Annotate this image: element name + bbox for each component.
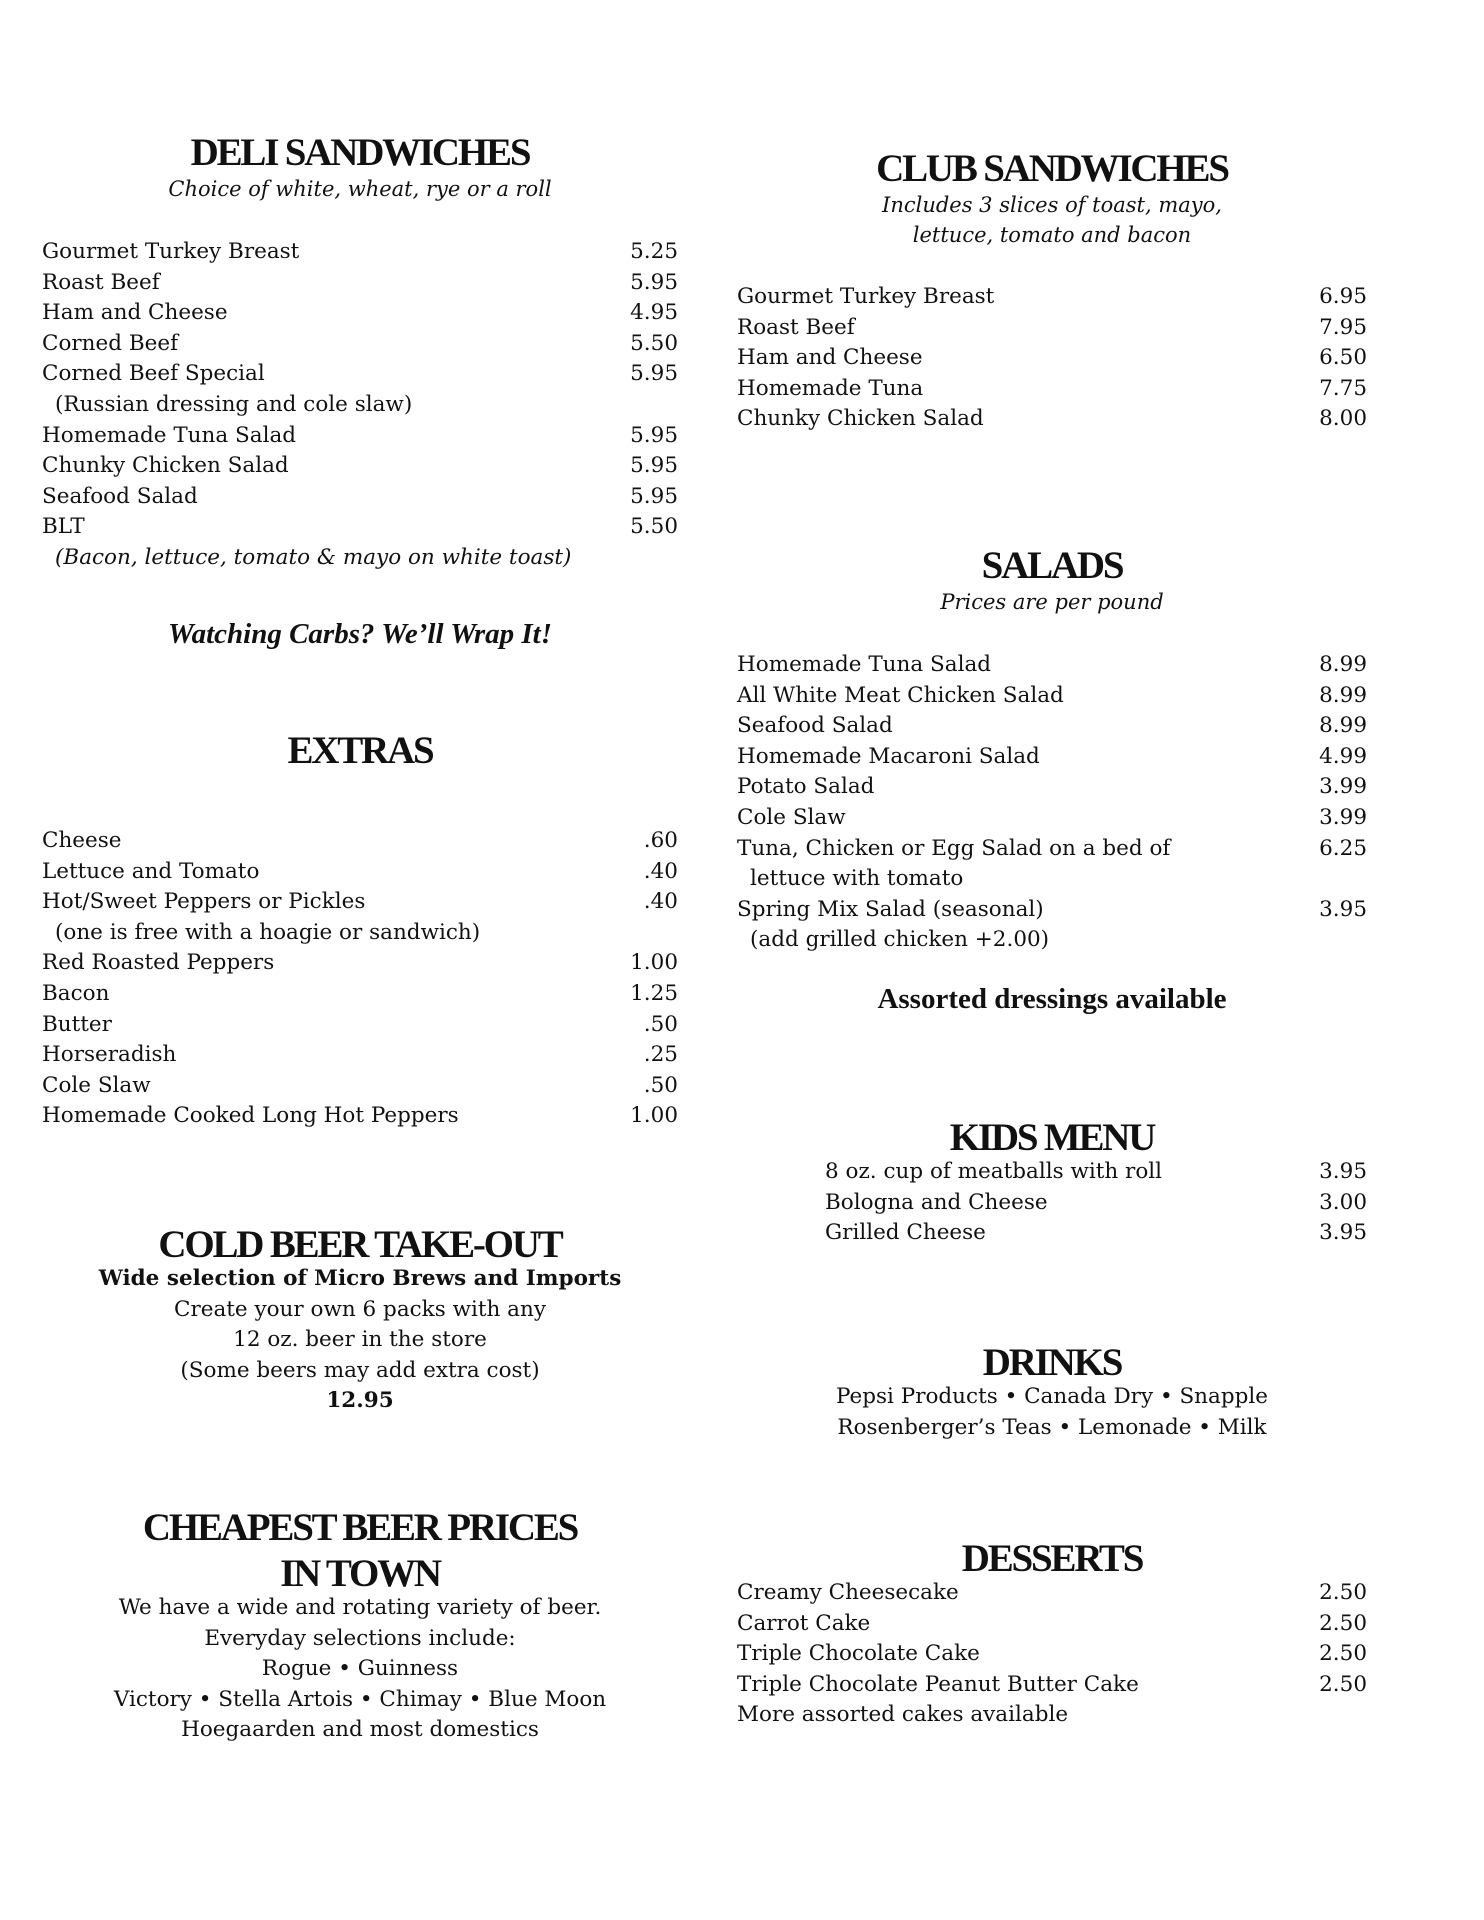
item-name: Hot/Sweet Peppers or Pickles — [42, 889, 366, 915]
cheapest-beer-line: Rogue • Guinness — [261, 1656, 459, 1682]
club-items-list — [737, 282, 1367, 435]
item-name: BLT — [42, 514, 85, 540]
item-price: 3.95 — [1319, 1220, 1367, 1246]
item-name: Grilled Cheese — [825, 1220, 986, 1246]
item-name: All White Meat Chicken Salad — [737, 682, 1064, 708]
item-price: 5.25 — [630, 239, 678, 264]
item-name: Creamy Cheesecake — [737, 1580, 959, 1605]
menu-item — [737, 834, 1367, 865]
cold-beer-line: (Some beers may add extra cost) — [180, 1357, 540, 1383]
item-name: Corned Beef Special — [42, 361, 265, 387]
item-price: .50 — [643, 1011, 678, 1037]
cheapest-beer-line: Hoegaarden and most domestics — [181, 1717, 539, 1743]
item-price: 3.00 — [1319, 1189, 1367, 1215]
deli-sandwiches-title: DELI SANDWICHES — [190, 131, 530, 174]
item-name: Homemade Macaroni Salad — [737, 743, 1040, 769]
item-name: Red Roasted Peppers — [42, 950, 275, 976]
cold-beer-section — [42, 1222, 678, 1417]
item-price: 1.25 — [630, 980, 678, 1006]
item-name: Homemade Tuna — [737, 375, 924, 401]
item-price: 8.99 — [1319, 682, 1367, 708]
item-price: 1.00 — [630, 950, 678, 976]
wrap-it-callout: Watching Carbs? We’ll Wrap It! — [167, 618, 553, 650]
item-price: 5.95 — [630, 483, 678, 509]
item-name: Homemade Cooked Long Hot Peppers — [42, 1103, 459, 1129]
menu-item — [42, 451, 678, 482]
item-price: 2.50 — [1319, 1610, 1367, 1636]
item-name: Triple Chocolate Peanut Butter Cake — [737, 1671, 1139, 1697]
item-name: Chunky Chicken Salad — [42, 453, 289, 479]
drinks-details — [737, 1382, 1367, 1443]
cheapest-beer-details — [42, 1593, 678, 1746]
item-price: .40 — [643, 889, 678, 915]
cheapest-beer-title-line2: IN TOWN — [280, 1552, 440, 1595]
item-name: Triple Chocolate Cake — [737, 1641, 980, 1667]
item-name: Seafood Salad — [42, 483, 198, 509]
item-price: 2.50 — [1319, 1671, 1367, 1697]
menu-item — [737, 1578, 1367, 1609]
item-name: Roast Beef — [737, 314, 855, 340]
item-name: Homemade Tuna Salad — [737, 652, 992, 677]
item-name: Lettuce and Tomato — [42, 858, 260, 884]
menu-item — [737, 374, 1367, 405]
item-name: Cheese — [42, 828, 122, 853]
extras-title: EXTRAS — [287, 729, 433, 772]
menu-item — [42, 948, 678, 979]
kids-menu-section — [737, 1115, 1367, 1249]
drinks-line: Pepsi Products • Canada Dry • Snapple — [836, 1384, 1268, 1409]
item-note: (one is free with a hoagie or sandwich) — [55, 919, 481, 945]
menu-item-note — [42, 918, 678, 949]
item-price: 5.95 — [630, 422, 678, 448]
item-name: Seafood Salad — [737, 713, 893, 739]
desserts-title: DESSERTS — [961, 1537, 1143, 1580]
item-name: Potato Salad — [737, 774, 875, 800]
menu-item — [825, 1188, 1367, 1219]
menu-item — [737, 803, 1367, 834]
cheapest-beer-line: We have a wide and rotating variety of beer. — [118, 1595, 602, 1620]
menu-item — [42, 887, 678, 918]
deli-items-list — [42, 237, 678, 574]
menu-item — [42, 979, 678, 1010]
menu-item — [737, 711, 1367, 742]
menu-item — [737, 681, 1367, 712]
item-name: Butter — [42, 1011, 112, 1037]
item-price: .60 — [643, 828, 678, 853]
cold-beer-price: 12.95 — [326, 1388, 394, 1414]
item-price: 3.95 — [1319, 896, 1367, 922]
cheapest-beer-title-line1: CHEAPEST BEER PRICES — [142, 1506, 578, 1549]
menu-item — [42, 857, 678, 888]
item-name: Homemade Tuna Salad — [42, 422, 297, 448]
menu-item — [737, 1700, 1367, 1731]
item-name: Bacon — [42, 980, 110, 1006]
item-price: 6.95 — [1319, 284, 1367, 309]
item-name: Ham and Cheese — [42, 300, 228, 326]
menu-item — [737, 895, 1367, 926]
club-sandwiches-title: CLUB SANDWICHES — [876, 147, 1228, 190]
cold-beer-line: Wide selection of Micro Brews and Imports — [98, 1266, 622, 1291]
menu-item — [42, 1010, 678, 1041]
desserts-section — [737, 1536, 1367, 1731]
item-price: 5.50 — [630, 330, 678, 356]
menu-item — [42, 421, 678, 452]
item-note: lettuce with tomato — [750, 866, 964, 892]
item-note: (add grilled chicken +2.00) — [750, 927, 1050, 953]
item-price: 6.50 — [1319, 345, 1367, 371]
salads-section — [737, 543, 1367, 956]
cold-beer-details — [42, 1264, 678, 1417]
item-price: 7.75 — [1319, 375, 1367, 401]
drinks-section — [737, 1340, 1367, 1443]
item-name: Gourmet Turkey Breast — [42, 239, 300, 264]
item-price: 8.99 — [1319, 713, 1367, 739]
item-name: Horseradish — [42, 1042, 177, 1068]
cheapest-beer-section — [42, 1505, 678, 1746]
menu-item-note — [42, 390, 678, 421]
item-price: 2.50 — [1319, 1580, 1367, 1605]
item-price: 7.95 — [1319, 314, 1367, 340]
item-price: 3.99 — [1319, 774, 1367, 800]
drinks-line: Rosenberger’s Teas • Lemonade • Milk — [837, 1414, 1267, 1440]
cheapest-beer-line: Everyday selections include: — [204, 1625, 516, 1651]
menu-item — [737, 1670, 1367, 1701]
salads-title: SALADS — [981, 544, 1123, 587]
item-price: 5.95 — [630, 361, 678, 387]
item-name: Roast Beef — [42, 269, 160, 295]
item-name: Tuna, Chicken or Egg Salad on a bed of — [737, 835, 1171, 861]
item-price: 3.95 — [1319, 1159, 1367, 1184]
menu-item — [737, 343, 1367, 374]
menu-item-note — [42, 543, 678, 574]
menu-item — [737, 742, 1367, 773]
item-name: Bologna and Cheese — [825, 1189, 1048, 1215]
cold-beer-title: COLD BEER TAKE-OUT — [158, 1223, 562, 1266]
item-note: (Russian dressing and cole slaw) — [55, 391, 413, 417]
menu-item — [825, 1218, 1367, 1249]
menu-item-note — [737, 925, 1367, 956]
menu-item — [737, 282, 1367, 313]
cheapest-beer-line: Victory • Stella Artois • Chimay • Blue Moon — [113, 1686, 607, 1712]
drinks-title: DRINKS — [982, 1341, 1122, 1384]
item-name: Carrot Cake — [737, 1610, 871, 1636]
item-price: .25 — [643, 1042, 678, 1068]
menu-item — [42, 1040, 678, 1071]
item-price: .50 — [643, 1072, 678, 1098]
deli-sandwiches-section — [42, 130, 678, 574]
menu-item-note — [737, 864, 1367, 895]
item-price: 4.95 — [630, 300, 678, 326]
kids-menu-title: KIDS MENU — [949, 1116, 1155, 1159]
menu-item — [737, 1609, 1367, 1640]
item-price: 5.95 — [630, 269, 678, 295]
item-name: 8 oz. cup of meatballs with roll — [825, 1159, 1163, 1184]
menu-item — [42, 268, 678, 299]
item-name: Cole Slaw — [737, 804, 846, 830]
kids-items-list — [825, 1157, 1367, 1249]
menu-item — [737, 404, 1367, 435]
cold-beer-line: 12 oz. beer in the store — [233, 1327, 487, 1353]
item-price: 6.25 — [1319, 835, 1367, 861]
item-name: More assorted cakes available — [737, 1702, 1069, 1728]
item-price: 2.50 — [1319, 1641, 1367, 1667]
extras-section — [42, 728, 678, 1132]
salads-subtitle: Prices are per pound — [940, 590, 1164, 614]
club-sandwiches-section — [737, 146, 1367, 435]
menu-item — [42, 1071, 678, 1102]
item-name: Corned Beef — [42, 330, 179, 356]
item-note: (Bacon, lettuce, tomato & mayo on white toast) — [55, 544, 572, 570]
menu-item — [42, 237, 678, 268]
club-sandwiches-subtitle-line1: Includes 3 slices of toast, mayo, — [882, 193, 1222, 217]
desserts-items-list — [737, 1578, 1367, 1731]
menu-item — [737, 313, 1367, 344]
extras-items-list — [42, 826, 678, 1132]
menu-item — [42, 512, 678, 543]
menu-item — [737, 650, 1367, 681]
item-price: 8.00 — [1319, 406, 1367, 432]
item-name: Gourmet Turkey Breast — [737, 284, 995, 309]
menu-item — [42, 329, 678, 360]
item-name: Spring Mix Salad (seasonal) — [737, 896, 1044, 922]
menu-item — [42, 1101, 678, 1132]
menu-item — [42, 482, 678, 513]
item-price: 5.50 — [630, 514, 678, 540]
menu-item — [737, 772, 1367, 803]
menu-item — [737, 1639, 1367, 1670]
menu-item — [42, 298, 678, 329]
assorted-dressings-callout: Assorted dressings available — [877, 983, 1227, 1015]
item-name: Cole Slaw — [42, 1072, 151, 1098]
item-name: Ham and Cheese — [737, 345, 923, 371]
menu-item — [42, 359, 678, 390]
item-price: 8.99 — [1319, 652, 1367, 677]
menu-item — [42, 826, 678, 857]
salads-items-list — [737, 650, 1367, 956]
club-sandwiches-subtitle-line2: lettuce, tomato and bacon — [912, 223, 1192, 247]
menu-item — [825, 1157, 1367, 1188]
item-price: 4.99 — [1319, 743, 1367, 769]
item-price: .40 — [643, 858, 678, 884]
item-price: 5.95 — [630, 453, 678, 479]
deli-sandwiches-subtitle: Choice of white, wheat, rye or a roll — [168, 177, 552, 201]
cold-beer-line: Create your own 6 packs with any — [174, 1296, 546, 1322]
item-price: 1.00 — [630, 1103, 678, 1129]
item-price: 3.99 — [1319, 804, 1367, 830]
item-name: Chunky Chicken Salad — [737, 406, 984, 432]
